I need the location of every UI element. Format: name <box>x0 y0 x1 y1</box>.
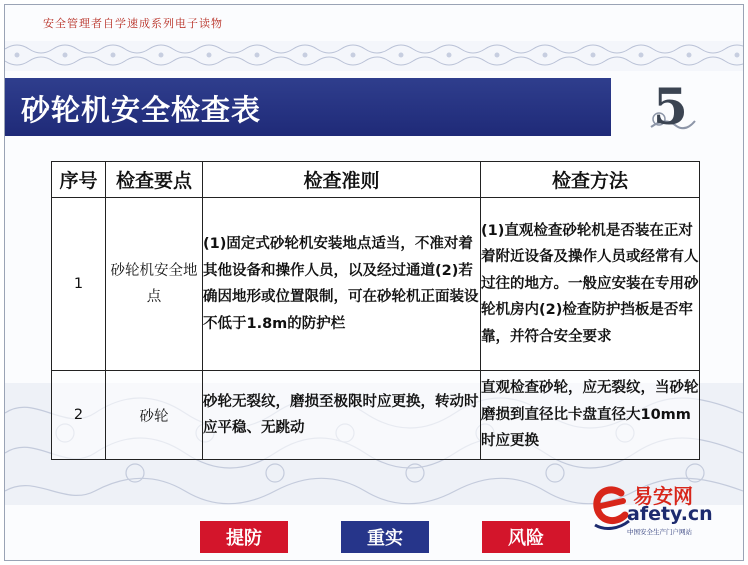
nav-button-2[interactable]: 重实 <box>341 521 429 553</box>
page-title: 砂轮机安全检查表 <box>21 93 262 127</box>
header-method: 检查方法 <box>481 162 700 198</box>
cell-method: 直观检查砂轮，应无裂纹，当砂轮磨损到直径比卡盘直径大10mm 时应更换 <box>481 371 700 460</box>
table-row <box>52 371 700 460</box>
cell-no: 1 <box>52 198 106 371</box>
cell-method: (1)直观检查砂轮机是否装在正对着附近设备及操作人员或经常有人过往的地方。一般应安装在专用砂轮机房内(2)检查防护挡板是否牢靠，并符合安全要求 <box>481 198 700 371</box>
slide-frame <box>4 4 744 561</box>
decorative-pattern-band <box>5 41 743 71</box>
logo-name: 易安网 <box>633 484 693 508</box>
nav-button-1[interactable]: 提防 <box>200 521 288 553</box>
cell-criteria: (1)固定式砂轮机安装地点适当，不准对着其他设备和操作人员，以及经过通道(2)若确因地形或位置限制，可在砂轮机正面装设不低于1.8m的防护栏 <box>203 198 481 371</box>
logo-e-icon <box>591 479 631 535</box>
chapter-badge <box>645 77 699 139</box>
table-row <box>52 198 700 371</box>
chapter-number: 5 <box>653 77 688 136</box>
safety-check-table <box>51 161 700 460</box>
nav-button-3[interactable]: 风险 <box>482 521 570 553</box>
header-point: 检查要点 <box>106 162 203 198</box>
header-criteria: 检查准则 <box>203 162 481 198</box>
title-bar <box>5 78 611 136</box>
cell-no: 2 <box>52 371 106 460</box>
cell-point: 砂轮 <box>106 371 203 460</box>
cell-criteria: 砂轮无裂纹，磨损至极限时应更换，转动时应平稳、无跳动 <box>203 371 481 460</box>
table-header-row <box>52 162 700 198</box>
site-logo[interactable] <box>591 479 725 537</box>
cell-point: 砂轮机安全地点 <box>106 198 203 371</box>
logo-domain: afety.cn <box>627 503 713 525</box>
logo-tagline: 中国安全生产门户网站 <box>627 528 692 536</box>
header-no: 序号 <box>52 162 106 198</box>
series-title: 安全管理者自学速成系列电子读物 <box>43 17 223 30</box>
